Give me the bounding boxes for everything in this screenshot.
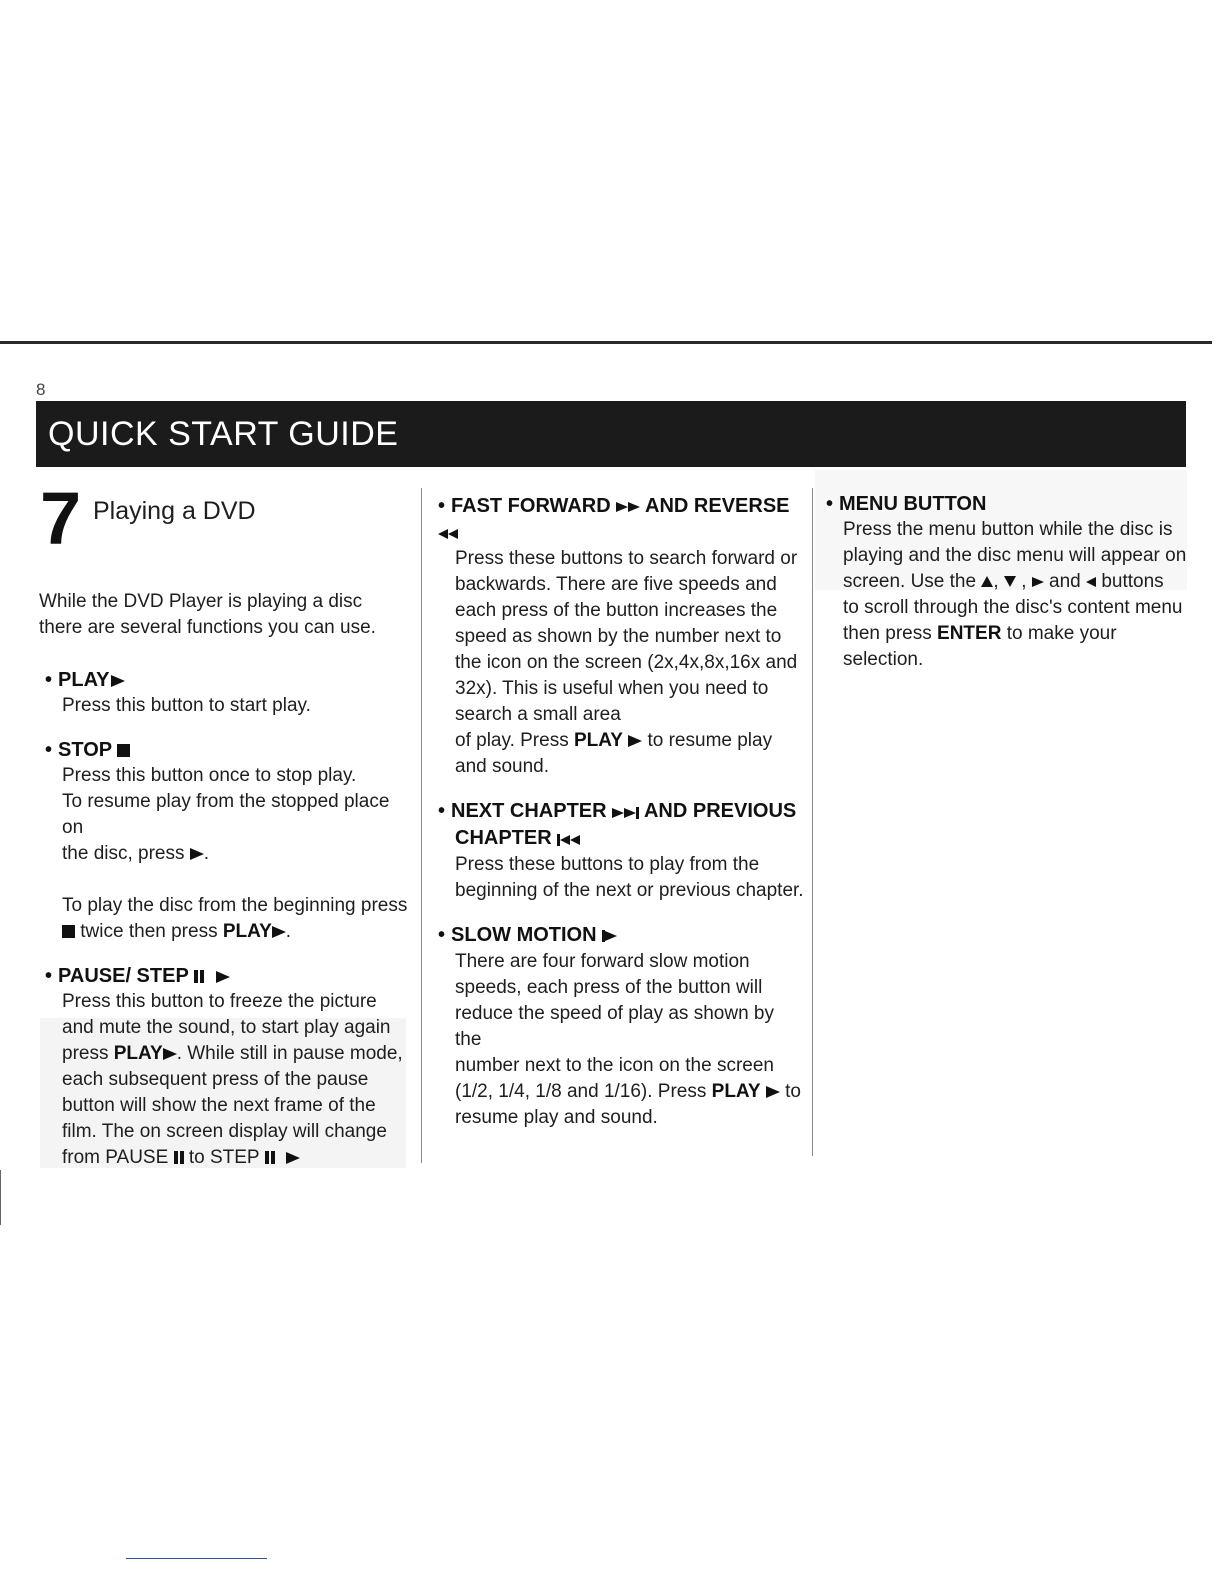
slow-line-3: reduce the speed of play as shown by the — [455, 1002, 774, 1050]
stop-line-3a: To play the disc from the beginning press — [62, 895, 408, 916]
previous-chapter-label: CHAPTER — [455, 827, 552, 850]
ff-line-2: backwards. There are five speeds and — [455, 574, 777, 596]
ff-line-8 — [455, 728, 805, 754]
intro-text — [39, 589, 409, 641]
menu-line-5 — [843, 621, 1193, 673]
reverse-icon — [438, 520, 458, 546]
play-heading: • PLAY — [45, 667, 412, 693]
pause-line-7b: to STEP — [188, 1147, 260, 1168]
menu-line-3a: screen. Use the — [843, 571, 977, 592]
play-keyword: PLAY — [573, 730, 623, 752]
menu-line-5a: then press — [843, 623, 932, 644]
menu-line-1: Press the menu button while the disc is — [843, 519, 1173, 540]
pause-bars-icon — [265, 1151, 275, 1164]
menu-button-heading: • MENU BUTTON — [826, 493, 987, 515]
ff-line-8c: to resume play — [647, 730, 773, 752]
pause-bars-icon — [174, 1151, 184, 1164]
menu-line-3d: and — [1049, 571, 1081, 592]
ff-line-9: and sound. — [455, 756, 550, 778]
pause-heading: • PAUSE/ STEP — [45, 963, 412, 989]
stop-square-icon — [117, 744, 130, 757]
pause-line-3c: . While still in pause mode, — [176, 1043, 403, 1064]
fast-forward-heading: • FAST FORWARD AND REVERSE — [438, 493, 805, 546]
pause-bars-icon — [194, 970, 204, 983]
column-2 — [438, 493, 805, 1131]
bottom-underline — [126, 1558, 267, 1559]
slow-motion-label: SLOW MOTION — [451, 923, 597, 946]
play-triangle-icon — [190, 848, 204, 860]
stop-heading: • STOP — [45, 737, 412, 763]
column-divider-2 — [812, 488, 813, 1156]
previous-chapter-heading — [455, 825, 805, 852]
page-number: 8 — [36, 380, 46, 399]
step-number: 7 — [40, 477, 82, 560]
stop-line-2b-text: the disc, press — [62, 843, 185, 864]
section-banner: QUICK START GUIDE — [36, 401, 1186, 467]
play-triangle-icon — [163, 1048, 177, 1060]
menu-button-label: MENU BUTTON — [839, 493, 987, 515]
next-chapter-icon — [612, 799, 639, 825]
ff-line-6: 32x). This is useful when you need to — [455, 678, 769, 700]
menu-line-3 — [843, 569, 1193, 595]
next-chapter-heading: • NEXT CHAPTER AND PREVIOUS — [438, 798, 805, 825]
stop-heading-label: STOP — [58, 739, 112, 761]
slow-line-6: resume play and sound. — [455, 1106, 658, 1128]
pause-line-2: and mute the sound, to start play again — [62, 1017, 391, 1038]
ff-line-5: the icon on the screen (2x,4x,8x,16x and — [455, 652, 798, 674]
play-text: Press this button to start play. — [62, 695, 311, 716]
slow-line-1: There are four forward slow motion — [455, 950, 750, 972]
pause-line-7a: from PAUSE — [62, 1147, 169, 1168]
play-triangle-icon — [272, 926, 286, 938]
play-triangle-icon — [216, 971, 230, 983]
play-triangle-icon — [628, 735, 642, 747]
fast-forward-label: FAST FORWARD — [451, 495, 611, 517]
play-triangle-icon — [111, 675, 125, 687]
pause-line-7 — [62, 1145, 412, 1171]
pause-line-4: each subsequent press of the pause — [62, 1069, 369, 1090]
column-3 — [826, 491, 1193, 673]
margin-mark — [0, 1170, 1, 1225]
ff-line-3: each press of the button increases the — [455, 600, 778, 622]
stop-line-2b: the disc, press . — [62, 843, 210, 864]
menu-line-3e: buttons — [1101, 571, 1164, 592]
pause-line-3 — [62, 1041, 412, 1067]
previous-label: AND PREVIOUS — [643, 800, 797, 823]
play-keyword: PLAY — [113, 1043, 163, 1064]
enter-keyword: ENTER — [937, 623, 1002, 644]
play-triangle-icon — [286, 1152, 300, 1164]
next-chapter-label: NEXT CHAPTER — [451, 800, 607, 823]
pause-heading-label: PAUSE/ STEP — [58, 965, 189, 987]
down-arrow-icon — [1004, 576, 1016, 587]
slow-line-5 — [455, 1079, 805, 1105]
column-divider-1 — [421, 488, 422, 1163]
reverse-label: AND REVERSE — [645, 495, 790, 517]
intro-paragraph: While the DVD Player is playing a disc there are several functions you can use. — [39, 591, 376, 638]
play-triangle-icon — [766, 1086, 780, 1098]
slow-line-2: speeds, each press of the button will — [455, 976, 763, 998]
menu-line-3c: , — [1021, 571, 1027, 592]
stop-square-icon — [62, 925, 75, 938]
pause-line-1: Press this button to freeze the picture — [62, 991, 377, 1012]
menu-line-3b: , — [993, 571, 999, 592]
pause-line-5: button will show the next frame of the — [62, 1095, 376, 1116]
slow-line-4: number next to the icon on the screen — [455, 1054, 774, 1076]
stop-line-2a: To resume play from the stopped place on — [62, 791, 390, 838]
up-arrow-icon — [981, 576, 993, 587]
play-heading-label: PLAY — [58, 669, 110, 691]
play-keyword: PLAY — [222, 921, 272, 942]
play-keyword: PLAY — [711, 1080, 761, 1102]
stop-line-1: Press this button once to stop play. — [62, 765, 357, 786]
column-1 — [45, 667, 412, 1171]
menu-line-4: to scroll through the disc's content menu — [843, 597, 1183, 618]
slow-line-5c: to — [785, 1080, 802, 1102]
ff-line-1: Press these buttons to search forward or — [455, 548, 798, 570]
step-title: Playing a DVD — [93, 497, 256, 525]
pause-line-6: film. The on screen display will change — [62, 1121, 387, 1142]
slow-motion-icon — [602, 923, 617, 949]
ff-line-8a: of play. Press — [455, 730, 569, 752]
left-arrow-icon — [1086, 577, 1096, 587]
slow-motion-heading: • SLOW MOTION — [438, 922, 805, 949]
previous-chapter-icon — [557, 826, 580, 852]
menu-line-2: playing and the disc menu will appear on — [843, 545, 1187, 566]
fast-forward-icon — [616, 494, 640, 520]
slow-line-5a: (1/2, 1/4, 1/8 and 1/16). Press — [455, 1080, 707, 1102]
stop-line-3b: twice then press PLAY . — [62, 919, 412, 945]
top-rule — [0, 341, 1212, 344]
pause-line-3a: press — [62, 1043, 109, 1064]
menu-line-5c: to make your selection. — [843, 623, 1117, 670]
chapter-line-1: Press these buttons to play from the — [455, 853, 760, 875]
right-arrow-icon — [1032, 577, 1044, 587]
stop-line-3b-text: twice then press — [80, 921, 218, 942]
chapter-line-2: beginning of the next or previous chapter. — [455, 879, 804, 901]
ff-line-4: speed as shown by the number next to — [455, 626, 782, 648]
ff-line-7: search a small area — [455, 704, 621, 726]
